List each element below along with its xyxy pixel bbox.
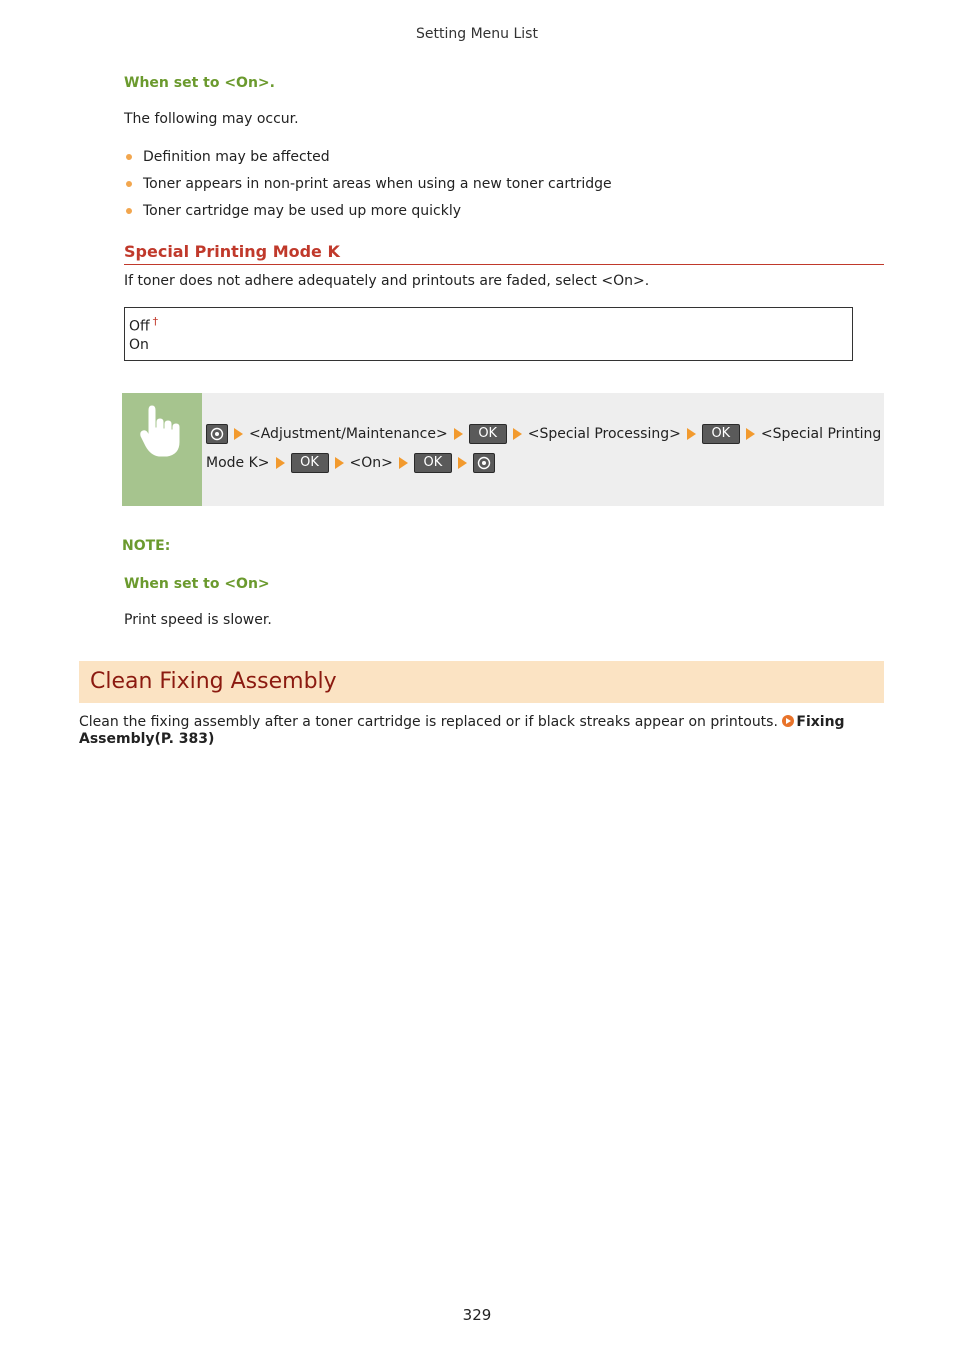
option-off: Off † xyxy=(129,315,159,335)
list-item: Toner cartridge may be used up more quickly xyxy=(124,201,824,228)
bullet-icon xyxy=(126,208,132,214)
step-on: <On> xyxy=(349,455,393,471)
operation-line-2 xyxy=(206,452,495,474)
bullet-icon xyxy=(126,181,132,187)
list-item: Toner appears in non-print areas when using a new toner cartridge xyxy=(124,174,824,201)
arrow-right-icon xyxy=(513,428,522,440)
note-label: NOTE: xyxy=(122,538,171,554)
arrow-right-icon xyxy=(399,457,408,469)
settings-options-box xyxy=(124,307,853,361)
clean-fixing-banner xyxy=(79,661,884,703)
page-number: 329 xyxy=(462,1306,492,1324)
link-arrow-icon xyxy=(782,715,794,727)
ok-key-icon: OK xyxy=(291,453,329,473)
arrow-right-icon xyxy=(687,428,696,440)
clean-fixing-description: Clean the fixing assembly after a toner cartridge is replaced or if black streaks appear on printouts. xyxy=(79,714,778,730)
operation-side-panel xyxy=(122,393,202,506)
fixing-assembly-link[interactable]: Fixing Assembly(P. 383) xyxy=(79,714,845,747)
note-heading: When set to <On> xyxy=(124,576,270,592)
option-on: On xyxy=(129,337,149,353)
arrow-right-icon xyxy=(746,428,755,440)
ok-key-icon: OK xyxy=(469,424,507,444)
arrow-right-icon xyxy=(454,428,463,440)
effects-list xyxy=(124,147,824,228)
arrow-right-icon xyxy=(335,457,344,469)
arrow-right-icon xyxy=(234,428,243,440)
clean-fixing-title: Clean Fixing Assembly xyxy=(90,669,337,694)
special-mode-title: Special Printing Mode K xyxy=(124,242,884,265)
default-mark: † xyxy=(152,315,159,328)
operation-panel xyxy=(122,393,884,506)
running-header: Setting Menu List xyxy=(416,26,538,42)
hand-pointer-icon xyxy=(139,404,183,460)
ok-key-icon: OK xyxy=(414,453,452,473)
menu-key-icon xyxy=(206,424,228,444)
operation-line-1 xyxy=(206,423,881,445)
arrow-right-icon xyxy=(458,457,467,469)
list-item: Definition may be affected xyxy=(124,147,824,174)
on-section-intro: The following may occur. xyxy=(124,111,299,127)
step-special-processing: <Special Processing> xyxy=(527,426,681,442)
step-adjustment-maintenance: <Adjustment/Maintenance> xyxy=(249,426,448,442)
clean-fixing-description-block xyxy=(79,714,869,748)
menu-key-icon xyxy=(473,453,495,473)
arrow-right-icon xyxy=(276,457,285,469)
bullet-icon xyxy=(126,154,132,160)
step-special-printing-cont: Mode K> xyxy=(206,455,270,471)
ok-key-icon: OK xyxy=(702,424,740,444)
step-special-printing: <Special Printing xyxy=(760,426,882,442)
on-section-heading: When set to <On>. xyxy=(124,75,275,91)
note-text: Print speed is slower. xyxy=(124,612,272,628)
special-mode-description: If toner does not adhere adequately and printouts are faded, select <On>. xyxy=(124,273,650,289)
